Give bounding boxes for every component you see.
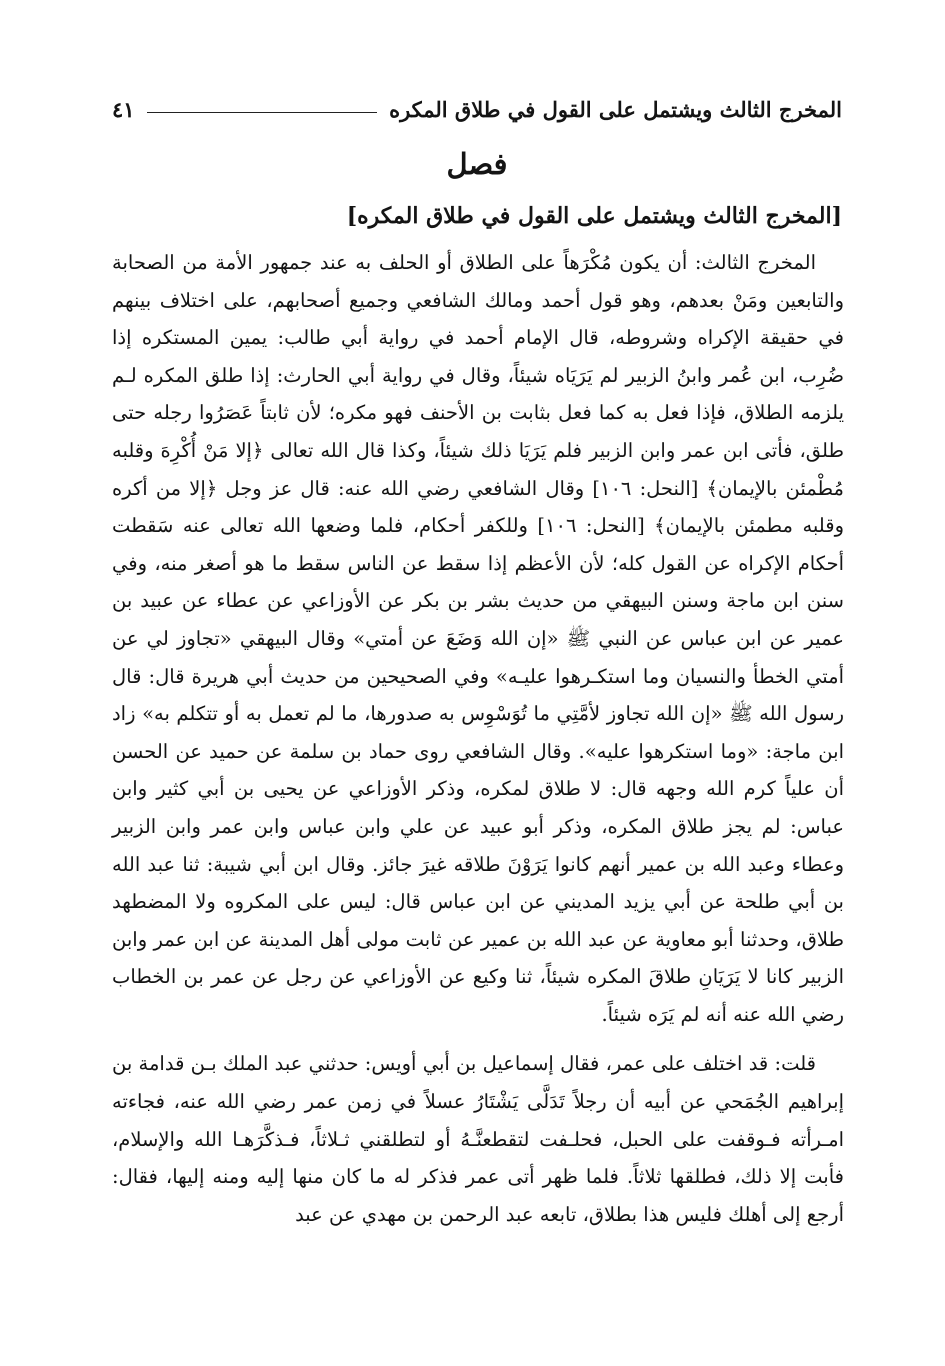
running-title: المخرج الثالث ويشتمل على القول في طلاق المكره [389, 96, 842, 122]
chapter-subheading: [المخرج الثالث ويشتمل على القول في طلاق المكره] [346, 203, 842, 229]
paragraph-1: المخرج الثالث: أن يكون مُكْرَهاً على الطلاق أو الحلف به عند جمهور الأمة من الصحابة والتابعين ومَنْ بعدهم، وهو قول أحمد ومالك الشافعي وجميع أصحابهم، على اختلاف بينهم في حقيقة الإكراه وشروطه، قال الإمام أحمد في رواية أبي طالب: يمين المستكره إذا ضُرِب، ابن عُمر وابنُ الزبير لم يَرَيَاه شيئاً، وقال في رواية أبي الحارث: إذا طلق المكره لـم يلزمه الطلاق، فإذا فعل به كما فعل بثابت بن الأحنف فهو مكره؛ لأن ثابتاً عَصَرُوا رجله حتى طلق، فأتى ابن عمر وابن الزبير فلم يَرَيَا ذلك شيئاً، وكذا قال الله تعالى ﴿إلا مَنْ أُكْرِهَ وقلبه مُطْمئن بالإيمان﴾ [النحل: ١٠٦] وقال الشافعي رضي الله عنه: قال عز وجل ﴿إلا من أكره وقلبه مطمئن بالإيمان﴾ [النحل: ١٠٦] وللكفر أحكام، فلما وضعها الله تعالى عنه سَقطت أحكام الإكراه عن القول كله؛ لأن الأعظم إذا سقط عن الناس سقط ما هو أصغر منه، وفي سنن ابن ماجة وسنن البيهقي من حديث بشر بن بكر عن الأوزاعي عن عطاء عن عبيد بن عمير عن ابن عباس عن النبي ﷺ «إن الله وَضَعَ عن أمتي» وقال البيهقي «تجاوز لي عن أمتي الخطأ والنسيان وما استكـرهوا عليـه» وفي الصحيحين من حديث أبي هريرة قال: قال رسول الله ﷺ «إن الله تجاوز لأمَّتِي ما تُوَسْوِس به صدورها، ما لم تعمل به أو تتكلم به» زاد ابن ماجة: «وما استكرهوا عليه». وقال الشافعي روى حماد بن سلمة عن حميد عن الحسن أن علياً كرم الله وجهه قال: لا طلاق لمكره، وذكر الأوزاعي عن يحيى بن أبي كثير وابن عباس: لم يجز طلاق المكره، وذكر أبو عبيد عن علي وابن عباس وابن عمر وابن الزبير وعطاء وعبد الله بن عمير أنهم كانوا يَرَوْنَ طلاقه غيرَ جائز. وقال ابن أبي شيبة: ثنا عبد الله بن أبي طلحة عن أبي يزيد المديني عن ابن عباس قال: ليس على المكروه ولا المضطهد طلاق، وحدثنا أبو معاوية عن عبد الله بن عمير عن ثابت مولى أهل المدينة عن ابن عمر وابن الزبير كانا لا يَرَيَانِ طلاقَ المكره شيئاً، ثنا وكيع عن الأوزاعي عن رجل عن عمر بن الخطاب رضي الله عنه أنه لم يَرَه شيئاً. [112, 251, 844, 1026]
section-heading: فصل [446, 147, 508, 181]
body-text [112, 244, 844, 1233]
header-rule [147, 112, 378, 113]
paragraph-2: قلت: قد اختلف على عمر، فقال إسماعيل بن أبي أويس: حدثني عبد الملك بـن قدامة بن إبراهيم الجُمَحي عن أبيه أن رجلاً تَدَلَّى يَشْتَارُ عسلاً في زمن عمر رضي الله عنه، فجاءته امـرأته فـوقفت على الحبل، فحلـفت لتقطعنَّـهُ أو لتطلقني ثـلاثاً، فـذكَّرَهـا الله والإسلام، فأبت إلا ذلك، فطلقها ثلاثاً. فلما ظهر أتى عمر فذكر له ما كان منها إليه ومنه إليها، فقال: أرجع إلى أهلك فليس هذا بطلاق، تابعه عبد الرحمن بن مهدي عن عبد [112, 1052, 844, 1226]
page-number: ٤١ [112, 96, 135, 122]
running-header [112, 92, 842, 126]
